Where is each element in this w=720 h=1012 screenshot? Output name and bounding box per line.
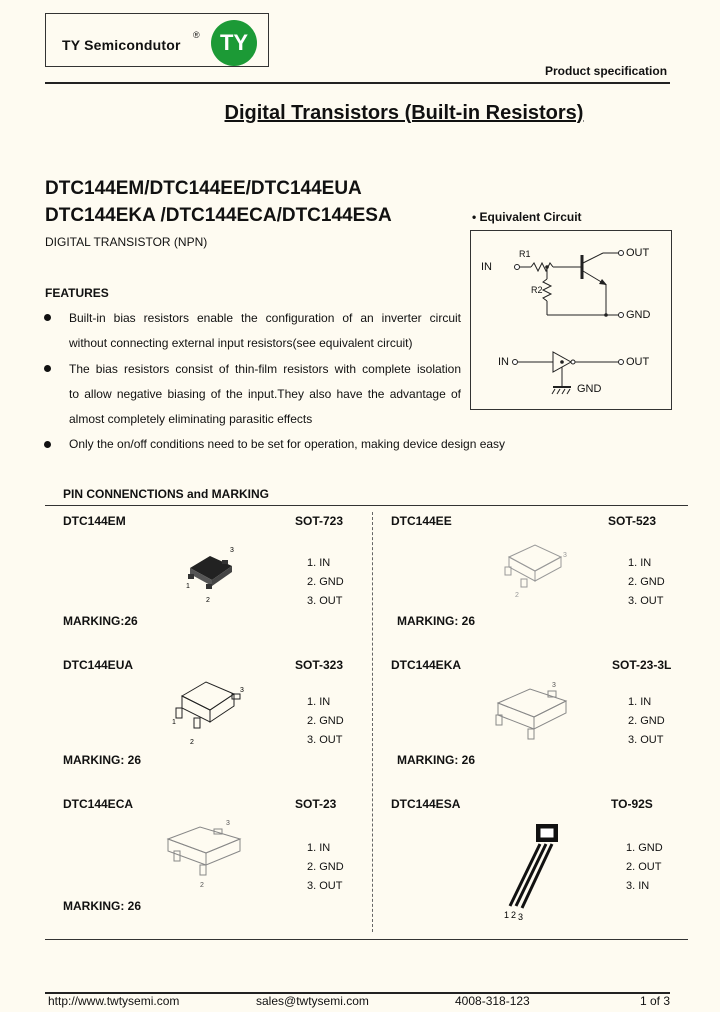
cell-part-name: DTC144EKA: [391, 658, 462, 672]
page-title: Digital Transistors (Built-in Resistors): [224, 102, 584, 124]
part-numbers-line-1: DTC144EM/DTC144EE/DTC144EUA: [45, 178, 362, 199]
svg-text:3: 3: [552, 682, 556, 689]
sot-323-package-drawing: [170, 672, 250, 748]
footer-page-number: 1 of 3: [640, 994, 671, 1008]
pin-item: 2. GND: [307, 576, 344, 588]
feature-2-line-3: almost completely eliminating parasitic effects: [69, 412, 313, 426]
sot-523-package-drawing: [495, 535, 575, 605]
cell-part-name: DTC144EE: [391, 514, 452, 528]
eq-inverter-in-label: IN: [498, 356, 509, 368]
pin-list: [307, 693, 344, 750]
equivalent-circuit-box: [470, 230, 672, 410]
pin-list: [628, 693, 665, 750]
column-divider: [372, 512, 373, 932]
marking: MARKING: 26: [63, 899, 142, 913]
eq-in-label: IN: [481, 261, 492, 273]
svg-text:3: 3: [563, 552, 567, 559]
svg-text:2: 2: [206, 597, 210, 604]
pin-item: 2. GND: [628, 576, 665, 588]
pin-item: 3. OUT: [307, 880, 343, 892]
pin-item: 2. GND: [628, 715, 665, 727]
pin-item: 2. OUT: [626, 861, 662, 873]
pin-item: 3. OUT: [628, 595, 664, 607]
marking: MARKING:26: [63, 614, 138, 628]
svg-text:2: 2: [515, 592, 519, 599]
pin-connections-table: [45, 505, 688, 940]
pin-item: 1. IN: [628, 557, 652, 569]
pin-item: 1. GND: [626, 842, 663, 854]
cell-package: SOT-23-3L: [612, 658, 672, 672]
cell-part-name: DTC144ECA: [63, 797, 134, 811]
feature-1-line-2: without connecting external input resistors(see equivalent circuit): [69, 336, 413, 350]
pin-item: 3. OUT: [628, 734, 664, 746]
equivalent-circuit-label: • Equivalent Circuit: [472, 210, 582, 224]
pin-list: [628, 554, 665, 611]
cell-part-name: DTC144EM: [63, 514, 126, 528]
pin-list: [626, 839, 663, 896]
feature-2-line-1: The bias resistors consist of thin-film resistors with complete isolation: [69, 362, 461, 376]
cell-package: TO-92S: [611, 797, 653, 811]
pin-item: 3. IN: [626, 880, 650, 892]
eq-inverter-gnd-label: GND: [577, 383, 602, 395]
company-name: TY Semicondutor: [62, 37, 181, 53]
pin-item: 1. IN: [307, 842, 331, 854]
svg-text:1: 1: [172, 719, 176, 726]
bullet-icon: [44, 314, 51, 321]
svg-text:1: 1: [504, 910, 510, 920]
pin-item: 3. OUT: [307, 734, 343, 746]
footer-phone: 4008-318-123: [455, 994, 530, 1008]
feature-1-line-1: Built-in bias resistors enable the configuration of an inverter circuit: [69, 311, 461, 325]
part-numbers-line-2: DTC144EKA /DTC144ECA/DTC144ESA: [45, 205, 392, 226]
pin-item: 3. OUT: [307, 595, 343, 607]
registered-mark: ®: [193, 30, 200, 40]
pin-item: 1. IN: [307, 696, 331, 708]
doc-type: Product specification: [545, 64, 668, 78]
cell-package: SOT-723: [295, 514, 344, 528]
svg-text:1: 1: [186, 583, 190, 590]
svg-text:2: 2: [200, 882, 204, 889]
svg-text:2: 2: [190, 739, 194, 746]
header-divider: [45, 82, 670, 84]
marking: MARKING: 26: [397, 614, 476, 628]
to-92s-package-drawing: [496, 818, 568, 922]
pin-list: [307, 839, 344, 896]
cell-part-name: DTC144ESA: [391, 797, 461, 811]
pin-item: 1. IN: [628, 696, 652, 708]
marking: MARKING: 26: [397, 753, 476, 767]
sot-723-package-drawing: [180, 538, 250, 606]
eq-inverter-out-label: OUT: [626, 356, 650, 368]
bullet-icon: [44, 365, 51, 372]
sot-23-package-drawing: [160, 815, 250, 889]
cell-package: SOT-523: [608, 514, 657, 528]
eq-gnd-label: GND: [626, 309, 651, 321]
cell-part-name: DTC144EUA: [63, 658, 134, 672]
svg-text:3: 3: [518, 912, 524, 922]
cell-package: SOT-323: [295, 658, 344, 672]
eq-r1-label: R1: [519, 249, 531, 259]
footer-website-link[interactable]: http://www.twtysemi.com: [48, 994, 180, 1008]
sot-23-3l-package-drawing: [490, 675, 580, 749]
pin-connections-heading: PIN CONNENCTIONS and MARKING: [63, 487, 270, 501]
pin-item: 2. GND: [307, 861, 344, 873]
marking: MARKING: 26: [63, 753, 142, 767]
svg-text:2: 2: [511, 910, 517, 920]
feature-2-line-2: to allow negative biasing of the input.They also have the advantage of: [69, 387, 461, 401]
eq-out-label: OUT: [626, 247, 650, 259]
device-type: DIGITAL TRANSISTOR (NPN): [45, 235, 208, 249]
cell-package: SOT-23: [295, 797, 337, 811]
footer-email-link[interactable]: sales@twtysemi.com: [256, 994, 369, 1008]
eq-r2-label: R2: [531, 285, 543, 295]
pin-item: 2. GND: [307, 715, 344, 727]
features-heading: FEATURES: [45, 286, 109, 300]
svg-text:3: 3: [240, 687, 244, 694]
pin-item: 1. IN: [307, 557, 331, 569]
pin-list: [307, 554, 344, 611]
svg-text:3: 3: [230, 547, 234, 554]
feature-3-line-1: Only the on/off conditions need to be set for operation, making device design easy: [69, 437, 506, 451]
company-logo: TY: [211, 20, 257, 66]
svg-text:3: 3: [226, 820, 230, 827]
bullet-icon: [44, 441, 51, 448]
